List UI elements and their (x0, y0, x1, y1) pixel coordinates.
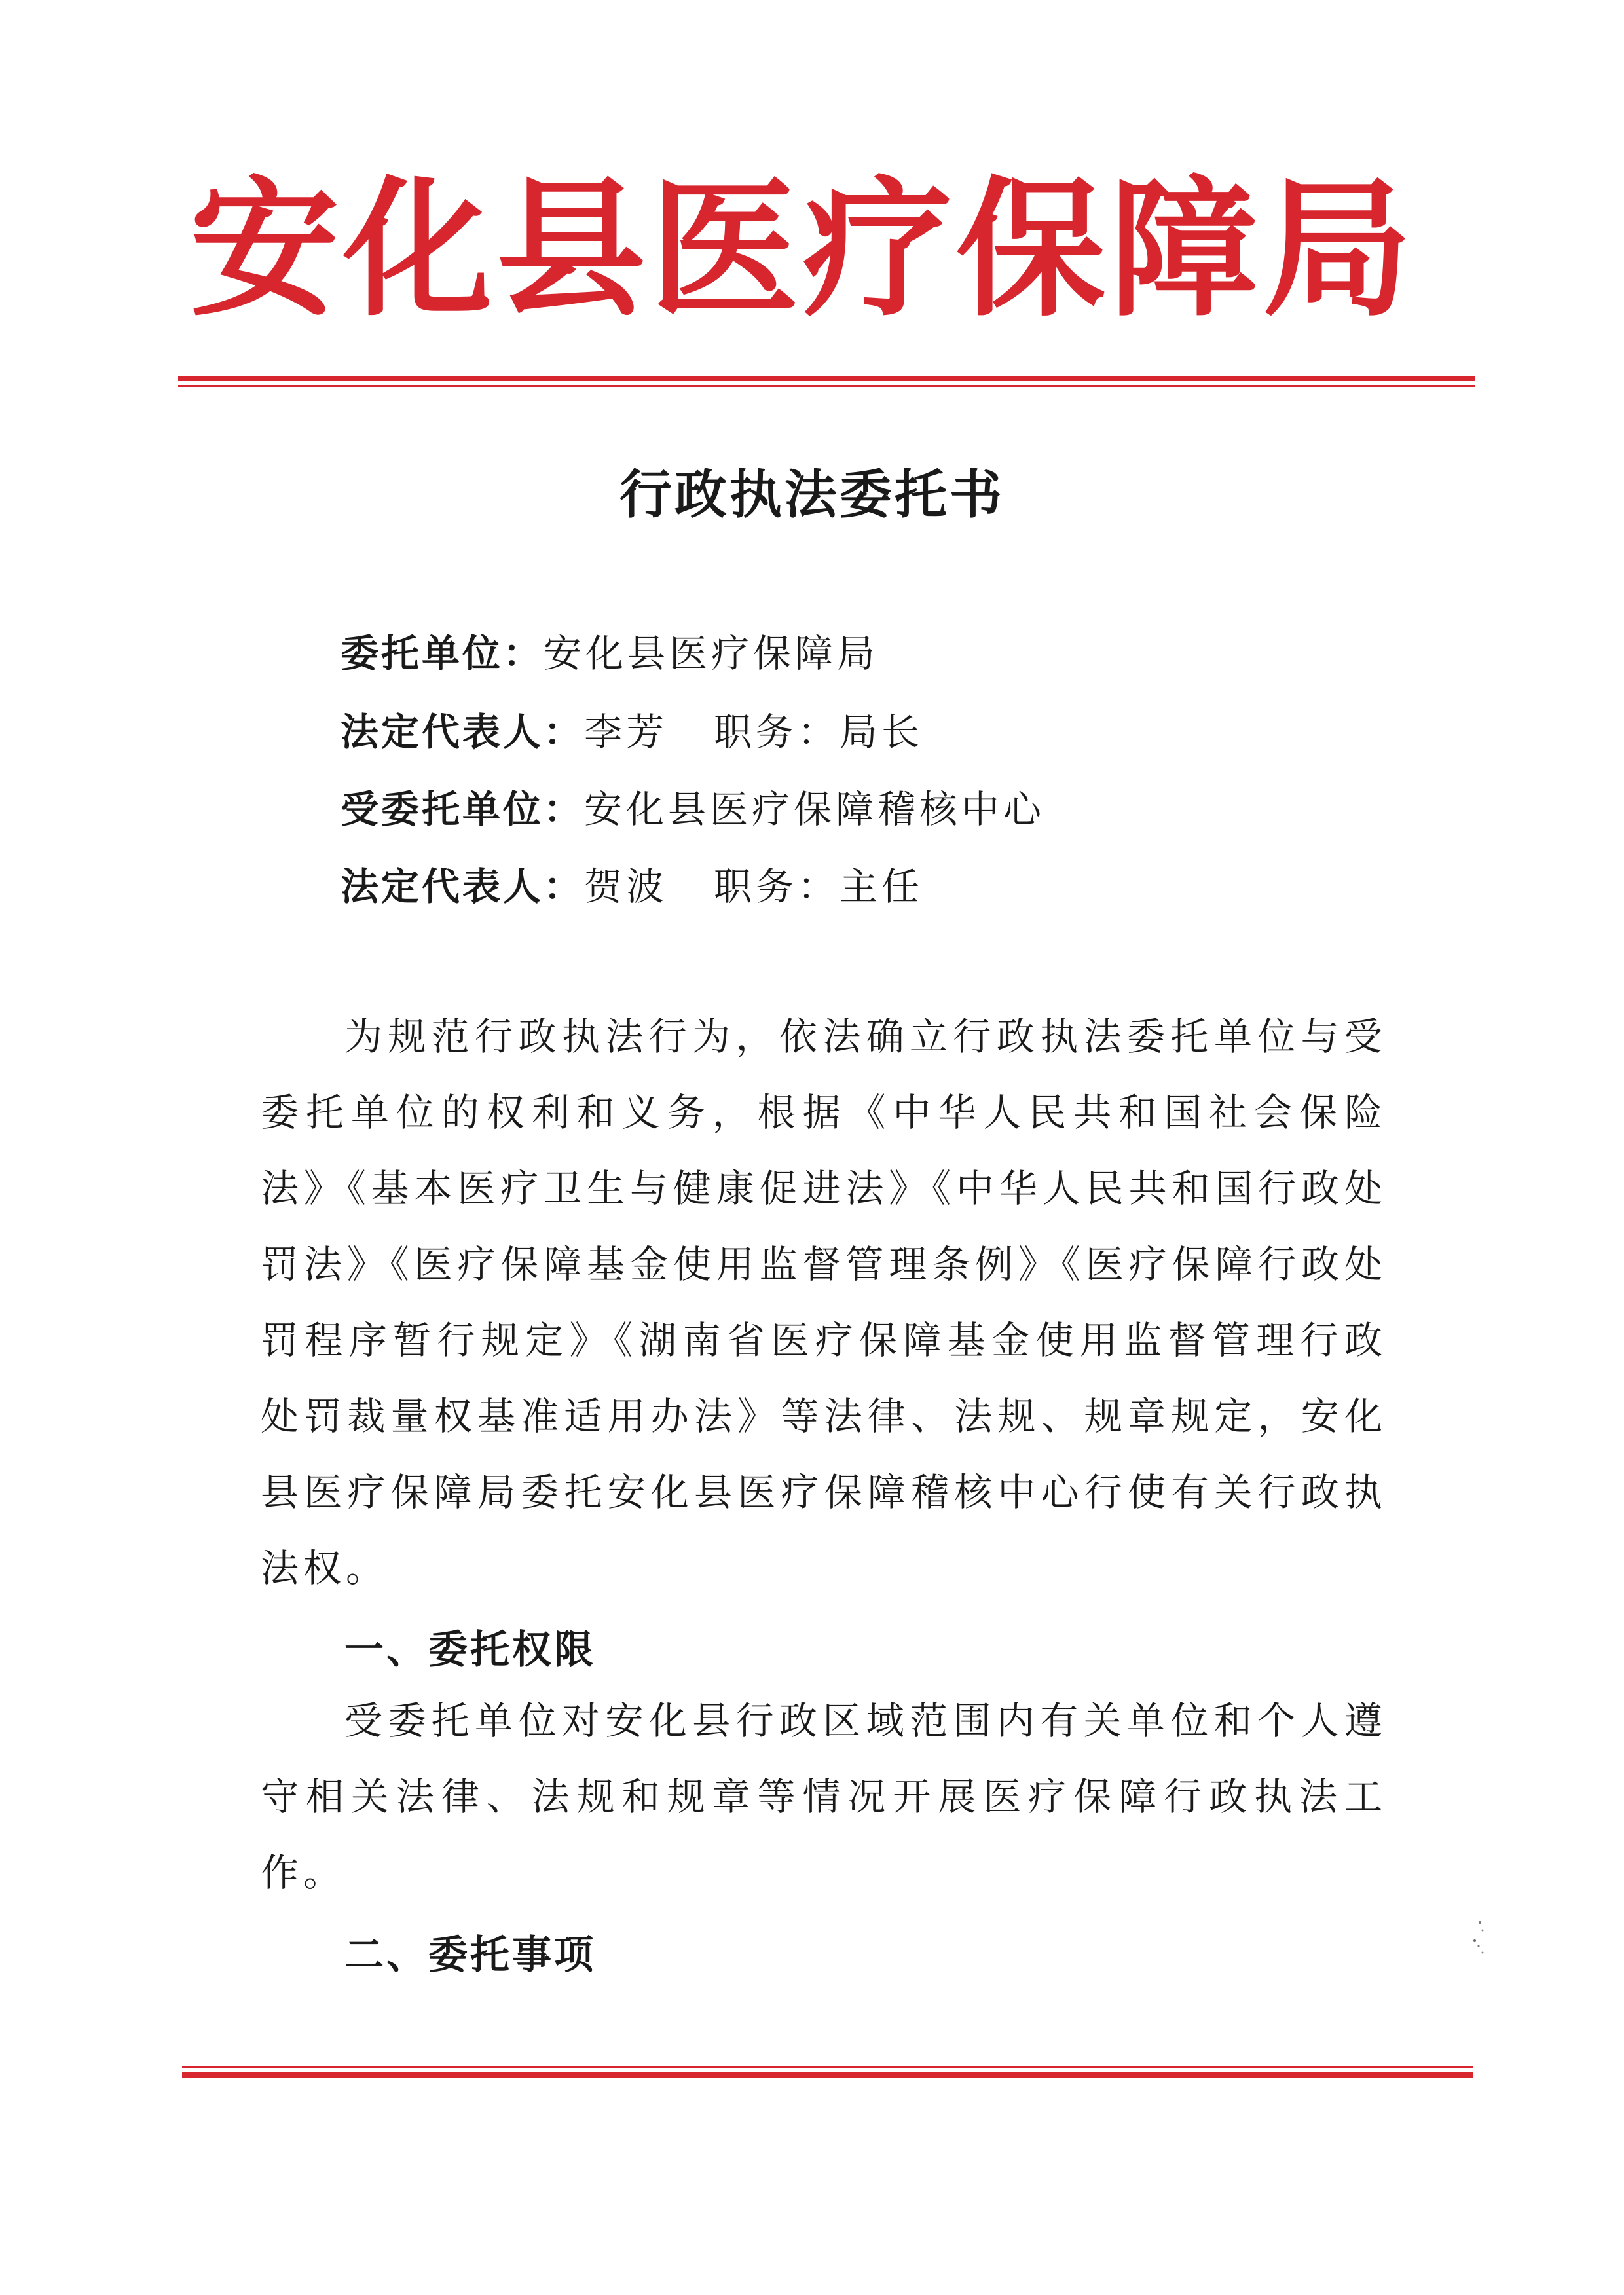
entrusting-rep-name: 李芳 (584, 710, 669, 754)
document-title: 行政执法委托书 (619, 464, 1005, 525)
entrusting-unit-line (341, 627, 1454, 680)
entrusting-rep-label: 法定代表人： (341, 710, 585, 754)
entrusted-unit-value: 安化县医疗保障稽核中心 (584, 787, 1046, 832)
preamble-paragraph: 为规范行政执法行为，依法确立行政执法委托单位与受委托单位的权利和义务，根据《中华人民共和国社会保险法》《基本医疗卫生与健康促进法》《中华人民共和国行政处罚法》《医疗保障基金使用监督管理条例》《医疗保障行政处罚程序暂行规定》《湖南省医疗保障基金使用监督管理行政处罚裁量权基准适用办法》等法律、法规、规章规定，安化县医疗保障局委托安化县医疗保障稽核中心行使有关行政执法权。 (261, 1014, 1387, 1590)
header-rule-thick (178, 376, 1475, 381)
entrusting-rep-position-label: 职务： (714, 710, 840, 754)
scan-speck (1471, 1919, 1485, 1958)
entrusting-unit-label: 委托单位： (341, 631, 544, 676)
footer-rule-thin (182, 2066, 1473, 2068)
entrusted-rep-position-label: 职务： (714, 864, 840, 909)
agency-masthead: 安化县医疗保障局 (190, 161, 1416, 337)
entrusted-rep-label: 法定代表人： (341, 864, 585, 909)
entrusted-rep-line (341, 860, 1454, 913)
entrusted-rep-name: 贺波 (584, 864, 669, 909)
section-heading-2: 二、委托事项 (344, 1932, 596, 1978)
footer-rule-thick (182, 2072, 1473, 2078)
entrusted-rep-position: 主任 (840, 864, 924, 909)
section-heading-1: 一、委托权限 (344, 1627, 596, 1673)
header-rule-thin (178, 385, 1475, 387)
entrusting-rep-position: 局长 (840, 710, 924, 754)
section-text-1: 受委托单位对安化县行政区域范围内有关单位和个人遵守相关法律、法规和规章等情况开展医疗保障行政执法工作。 (261, 1698, 1387, 1895)
entrusted-unit-label: 受委托单位： (341, 787, 585, 832)
entrusted-unit-line (341, 783, 1454, 835)
entrusting-rep-line (341, 706, 1454, 758)
entrusting-unit-value: 安化县医疗保障局 (544, 631, 879, 676)
